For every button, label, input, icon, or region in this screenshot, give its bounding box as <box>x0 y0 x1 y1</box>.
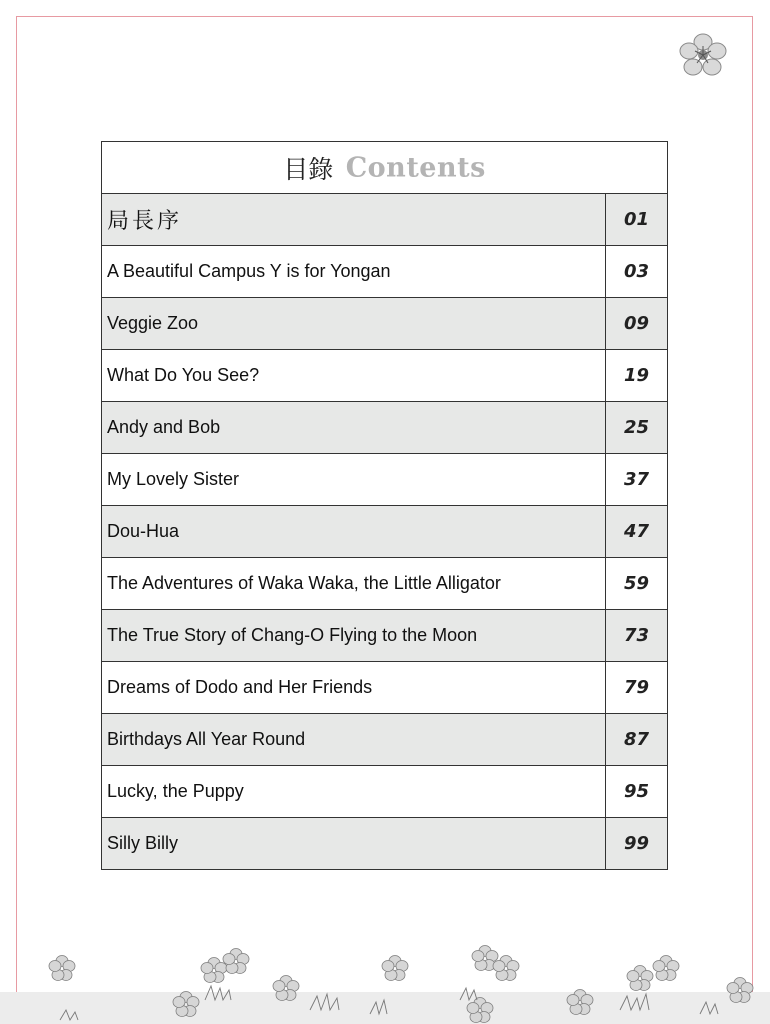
toc-title-row <box>102 142 668 194</box>
toc-entry-title: Dreams of Dodo and Her Friends <box>102 662 606 714</box>
toc-entry-title: What Do You See? <box>102 350 606 402</box>
toc-entry-title: Birthdays All Year Round <box>102 714 606 766</box>
toc-title <box>102 142 668 194</box>
toc-row <box>102 454 668 506</box>
toc-entry-page: 19 <box>606 350 668 402</box>
toc-row <box>102 766 668 818</box>
toc-row <box>102 298 668 350</box>
toc-row <box>102 662 668 714</box>
toc-entry-page: 87 <box>606 714 668 766</box>
toc-row <box>102 402 668 454</box>
toc-row <box>102 610 668 662</box>
toc-entry-page: 99 <box>606 818 668 870</box>
toc-entry-title: A Beautiful Campus Y is for Yongan <box>102 246 606 298</box>
toc-entry-page: 95 <box>606 766 668 818</box>
toc-table <box>101 141 668 870</box>
toc-row <box>102 194 668 246</box>
toc-entry-page: 25 <box>606 402 668 454</box>
toc-row <box>102 350 668 402</box>
toc-title-zh: 目錄 <box>283 154 334 184</box>
toc-entry-page: 59 <box>606 558 668 610</box>
toc-entry-title: Silly Billy <box>102 818 606 870</box>
toc-row <box>102 558 668 610</box>
toc-row <box>102 246 668 298</box>
toc-entry-title: Veggie Zoo <box>102 298 606 350</box>
toc-entry-page: 03 <box>606 246 668 298</box>
toc-entry-title: Lucky, the Puppy <box>102 766 606 818</box>
toc-title-en: Contents <box>345 152 486 183</box>
toc-row <box>102 714 668 766</box>
toc-entry-title: The True Story of Chang-O Flying to the Moon <box>102 610 606 662</box>
toc-row <box>102 818 668 870</box>
toc-entry-title: 局長序 <box>102 194 606 246</box>
toc-entry-page: 73 <box>606 610 668 662</box>
toc-entry-page: 47 <box>606 506 668 558</box>
toc-entry-page: 01 <box>606 194 668 246</box>
toc-row <box>102 506 668 558</box>
toc-entry-title: Dou-Hua <box>102 506 606 558</box>
flower-border-decoration <box>0 930 770 1024</box>
toc-entry-page: 09 <box>606 298 668 350</box>
toc-entry-title: The Adventures of Waka Waka, the Little Alligator <box>102 558 606 610</box>
toc-entry-page: 37 <box>606 454 668 506</box>
toc-entry-title: My Lovely Sister <box>102 454 606 506</box>
flower-icon <box>678 32 728 76</box>
toc-entry-page: 79 <box>606 662 668 714</box>
toc-entry-title: Andy and Bob <box>102 402 606 454</box>
